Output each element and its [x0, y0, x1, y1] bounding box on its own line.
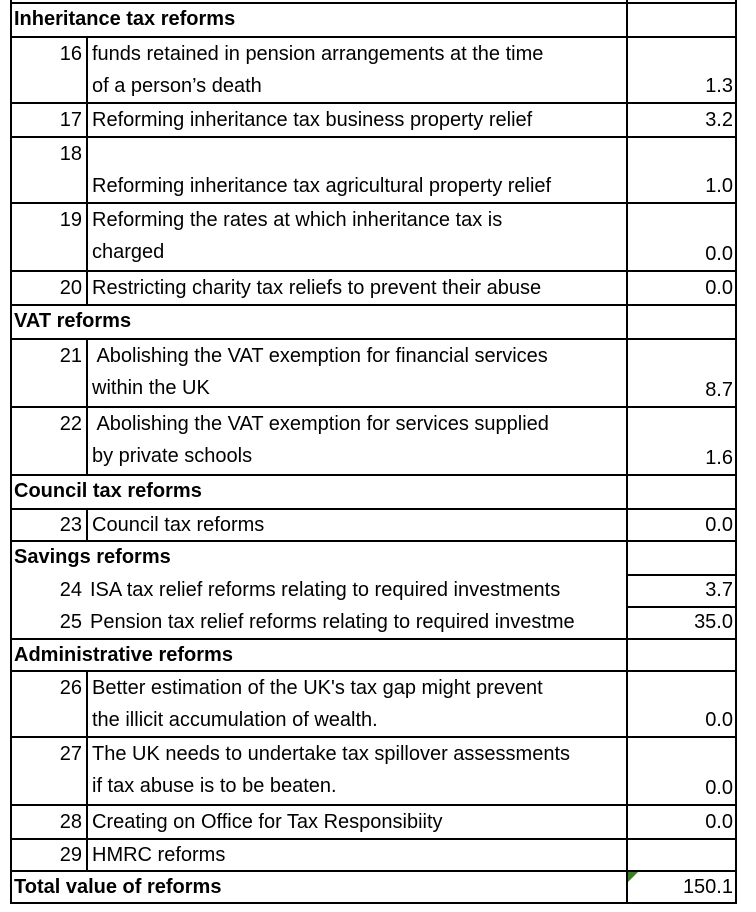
row-value: 1.0: [705, 175, 733, 197]
row-description: ISA tax relief reforms relating to required investments: [90, 579, 561, 601]
table-row: [10, 574, 737, 606]
table-row: [10, 510, 737, 540]
section-row-admin: [10, 640, 737, 670]
table-row: [10, 104, 737, 136]
table-row: [10, 138, 737, 202]
row-number: 16: [59, 43, 82, 65]
row-value: 0.0: [705, 243, 733, 265]
row-value: 1.6: [705, 447, 733, 469]
section-row-inheritance: [10, 4, 737, 36]
table-row: [10, 408, 737, 474]
row-value: 8.7: [705, 379, 733, 401]
row-description: [88, 738, 626, 804]
row-description: [88, 204, 626, 270]
table-row: [10, 38, 737, 102]
row-description: [88, 340, 626, 406]
grid-bottom-line: [10, 902, 737, 904]
row-description-line1: The UK needs to undertake tax spillover assessments: [92, 743, 571, 765]
row-description-line2: charged: [92, 241, 165, 263]
row-value: 0.0: [705, 709, 733, 731]
row-description-line2: by private schools: [92, 445, 253, 467]
row-description: Reforming inheritance tax business property relief: [92, 109, 533, 131]
row-description: Creating on Office for Tax Responsibiity: [92, 811, 443, 833]
row-number: 18: [59, 143, 82, 165]
section-title: Administrative reforms: [14, 644, 233, 666]
table-row: [10, 672, 737, 736]
table-row: [10, 840, 737, 870]
row-description-line1: Abolishing the VAT exemption for services supplied: [92, 413, 549, 435]
row-value: 3.7: [705, 579, 733, 601]
row-value: 0.0: [705, 514, 733, 536]
row-description-line2: the illicit accumulation of wealth.: [92, 709, 378, 731]
comment-marker-icon: [628, 872, 638, 882]
row-value: 3.2: [705, 109, 733, 131]
row-number: 28: [59, 811, 82, 833]
table-row: [10, 340, 737, 406]
row-number: 29: [59, 844, 82, 866]
row-number: 21: [59, 345, 82, 367]
row-value: 0.0: [705, 277, 733, 299]
row-number: 23: [59, 514, 82, 536]
row-value: 0.0: [705, 811, 733, 833]
section-row-council: [10, 476, 737, 508]
row-number: 24: [59, 579, 82, 601]
row-description-line1: Reforming the rates at which inheritance tax is: [92, 209, 503, 231]
row-value: 1.3: [705, 75, 733, 97]
total-value: 150.1: [682, 876, 733, 898]
section-row-vat: [10, 306, 737, 338]
table-row: [10, 204, 737, 270]
row-description: Pension tax relief reforms relating to required investme: [90, 611, 575, 633]
row-description-line1: funds retained in pension arrangements at the time: [92, 43, 544, 65]
row-description-line1: Abolishing the VAT exemption for financial services: [92, 345, 548, 367]
row-description: HMRC reforms: [92, 844, 226, 866]
section-title: Savings reforms: [14, 546, 171, 568]
row-value: [626, 840, 737, 870]
row-number: 20: [59, 277, 82, 299]
row-value: 0.0: [705, 777, 733, 799]
section-title: VAT reforms: [14, 310, 132, 332]
row-description-line2: within the UK: [92, 377, 210, 399]
table-row: [10, 272, 737, 304]
row-number: 22: [59, 413, 82, 435]
row-value: 35.0: [694, 611, 733, 633]
section-title: Inheritance tax reforms: [14, 8, 236, 30]
table-row: [10, 606, 737, 638]
row-description: Reforming inheritance tax agricultural property relief: [92, 175, 552, 197]
row-number: 27: [59, 743, 82, 765]
table-row: [10, 738, 737, 804]
section-title: Council tax reforms: [14, 480, 202, 502]
row-description: [88, 672, 626, 736]
row-description: Restricting charity tax reliefs to prevent their abuse: [92, 277, 542, 299]
row-number: 17: [59, 109, 82, 131]
row-description: Council tax reforms: [92, 514, 265, 536]
table-row: [10, 806, 737, 838]
section-row-savings: [10, 542, 737, 574]
total-label: Total value of reforms: [14, 876, 222, 898]
row-number: 19: [59, 209, 82, 231]
row-description-line1: Better estimation of the UK's tax gap might prevent: [92, 677, 543, 699]
row-description-line2: of a person’s death: [92, 75, 262, 97]
row-description-line2: if tax abuse is to be beaten.: [92, 775, 337, 797]
row-number: 25: [59, 611, 82, 633]
row-description: [88, 38, 626, 102]
row-description: [88, 408, 626, 474]
row-number: 26: [59, 677, 82, 699]
